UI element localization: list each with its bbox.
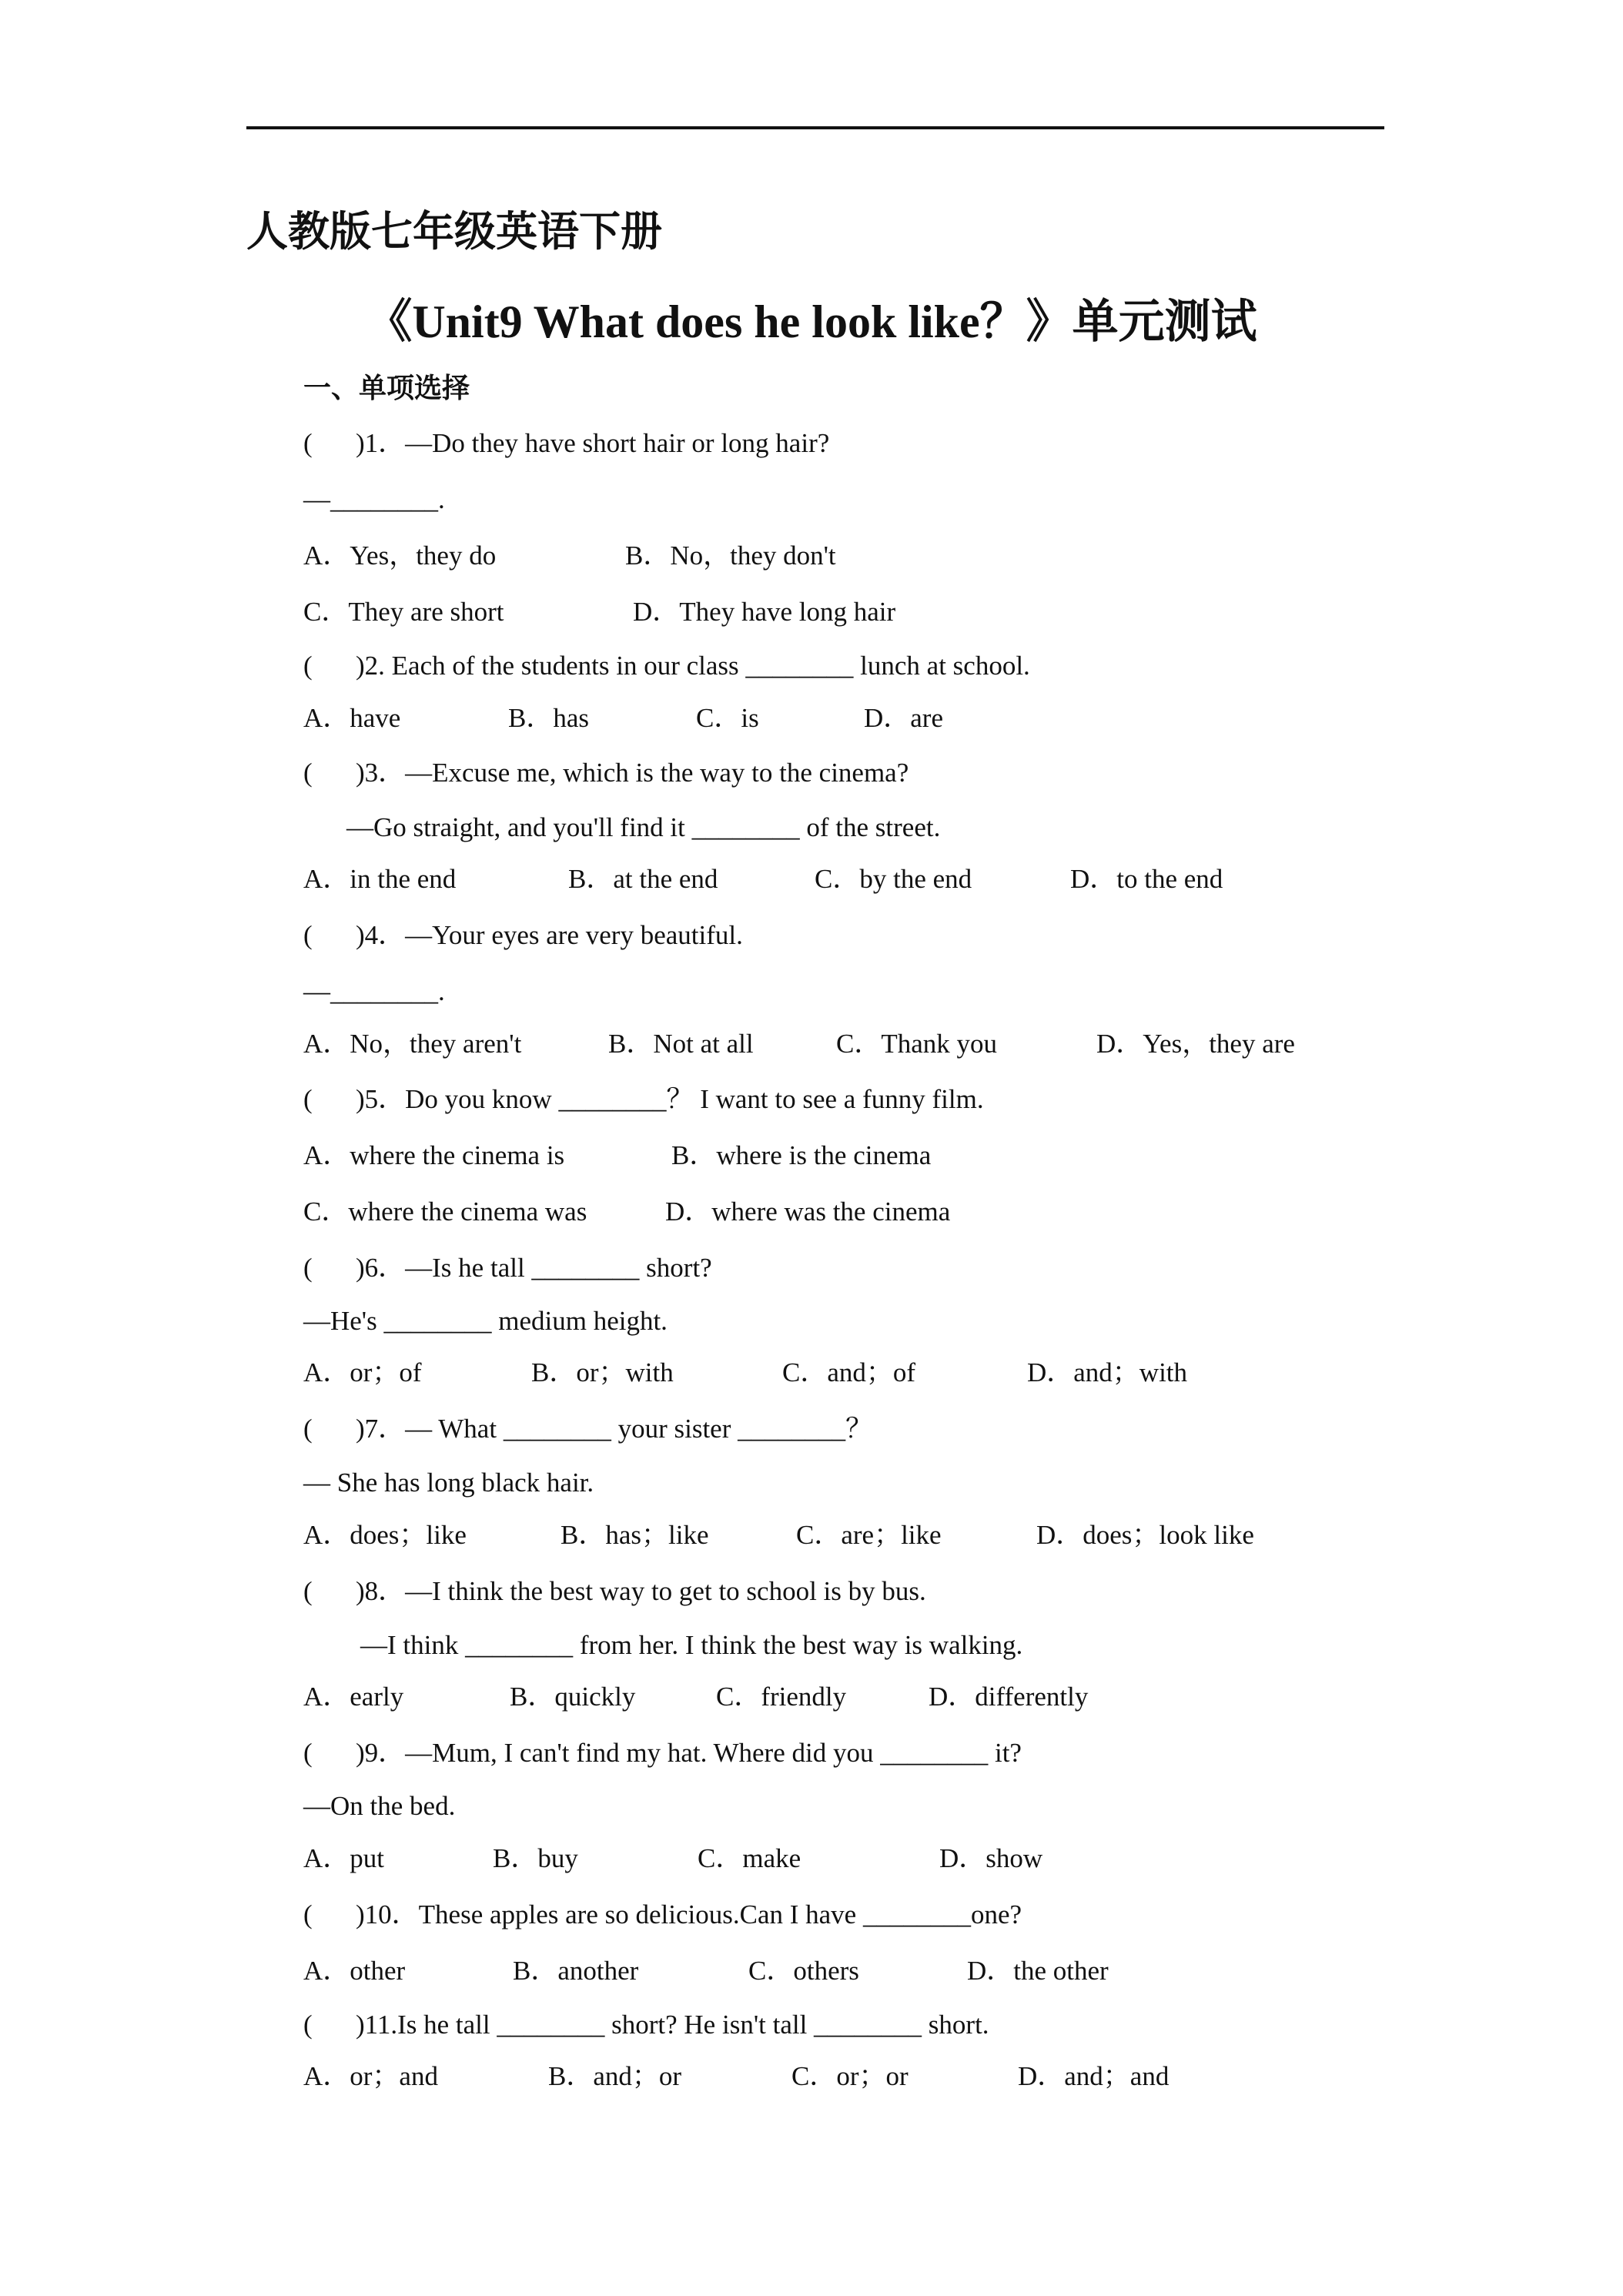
question-stem: ( )1．—Do they have short hair or long hair? xyxy=(303,428,830,458)
option: D．differently xyxy=(929,1682,1089,1712)
option: B．another xyxy=(513,1956,639,1986)
option: A．does；like xyxy=(303,1520,467,1550)
option: A．where the cinema is xyxy=(303,1140,565,1170)
unit-title: 《Unit9 What does he look like？》单元测试 xyxy=(366,296,1257,347)
option: D．where was the cinema xyxy=(665,1197,951,1227)
option: D．does；look like xyxy=(1036,1520,1254,1550)
option: B．and；or xyxy=(548,2061,682,2091)
option: C．others xyxy=(748,1956,859,1986)
option: B．buy xyxy=(493,1843,578,1873)
question-reply: — She has long black hair. xyxy=(303,1468,594,1498)
option: C．where the cinema was xyxy=(303,1197,587,1227)
question-reply: —________. xyxy=(303,976,445,1006)
question-reply: —________. xyxy=(303,484,445,514)
option: D．to the end xyxy=(1070,864,1223,894)
question-stem: ( )8．—I think the best way to get to school is by bus. xyxy=(303,1576,926,1606)
option: B．has xyxy=(508,703,590,733)
option: A．early xyxy=(303,1682,404,1712)
option: A．No，they aren't xyxy=(303,1029,522,1059)
document-title: 人教版七年级英语下册 xyxy=(246,209,662,255)
option: C．by the end xyxy=(815,864,972,894)
header-rule xyxy=(246,126,1384,129)
question-stem: ( )2. Each of the students in our class ________ lunch at school. xyxy=(303,651,1030,681)
question-stem: ( )3．—Excuse me, which is the way to the cinema? xyxy=(303,758,909,788)
question-stem: ( )10．These apples are so delicious.Can I have ________one? xyxy=(303,1899,1022,1930)
option: B．Not at all xyxy=(608,1029,754,1059)
question-stem: ( )6．—Is he tall ________ short? xyxy=(303,1253,712,1283)
option: A．in the end xyxy=(303,864,457,894)
option: D．and；with xyxy=(1027,1357,1188,1387)
option: C．friendly xyxy=(716,1682,847,1712)
option: B．has；like xyxy=(561,1520,709,1550)
option: B．or；with xyxy=(531,1357,674,1387)
option: C．Thank you xyxy=(836,1029,998,1059)
option: B．No，they don't xyxy=(625,541,836,571)
option: B．quickly xyxy=(510,1682,636,1712)
option: A．other xyxy=(303,1956,406,1986)
question-reply: —I think ________ from her. I think the best way is walking. xyxy=(360,1630,1023,1660)
option: D．are xyxy=(864,703,944,733)
option: A．Yes，they do xyxy=(303,541,497,571)
question-stem: ( )7．— What ________ your sister ________？ xyxy=(303,1414,873,1444)
option: B．where is the cinema xyxy=(671,1140,932,1170)
option: A．put xyxy=(303,1843,385,1873)
option: D．They have long hair xyxy=(633,597,896,627)
option: D．show xyxy=(939,1843,1043,1873)
question-stem: ( )4．—Your eyes are very beautiful. xyxy=(303,920,743,950)
question-reply: —On the bed. xyxy=(303,1791,456,1821)
option: C．are；like xyxy=(796,1520,942,1550)
option: C．and；of xyxy=(782,1357,916,1387)
question-stem: ( )9．—Mum, I can't find my hat. Where did you ________ it? xyxy=(303,1738,1022,1768)
option: D．the other xyxy=(967,1956,1109,1986)
section-heading: 一、单项选择 xyxy=(303,373,470,403)
option: C．make xyxy=(698,1843,801,1873)
question-stem: ( )11.Is he tall ________ short? He isn't tall ________ short. xyxy=(303,2010,989,2040)
option: D．and；and xyxy=(1018,2061,1170,2091)
question-reply: —Go straight, and you'll find it ________ of the street. xyxy=(346,812,941,842)
option: C．or；or xyxy=(791,2061,909,2091)
question-reply: —He's ________ medium height. xyxy=(303,1306,668,1336)
option: D．Yes，they are xyxy=(1096,1029,1295,1059)
option: A．or；of xyxy=(303,1357,422,1387)
option: B．at the end xyxy=(568,864,718,894)
option: A．or；and xyxy=(303,2061,438,2091)
option: A．have xyxy=(303,703,401,733)
question-stem: ( )5．Do you know ________？ I want to see a funny film. xyxy=(303,1084,984,1114)
option: C．They are short xyxy=(303,597,504,627)
option: C．is xyxy=(696,703,759,733)
